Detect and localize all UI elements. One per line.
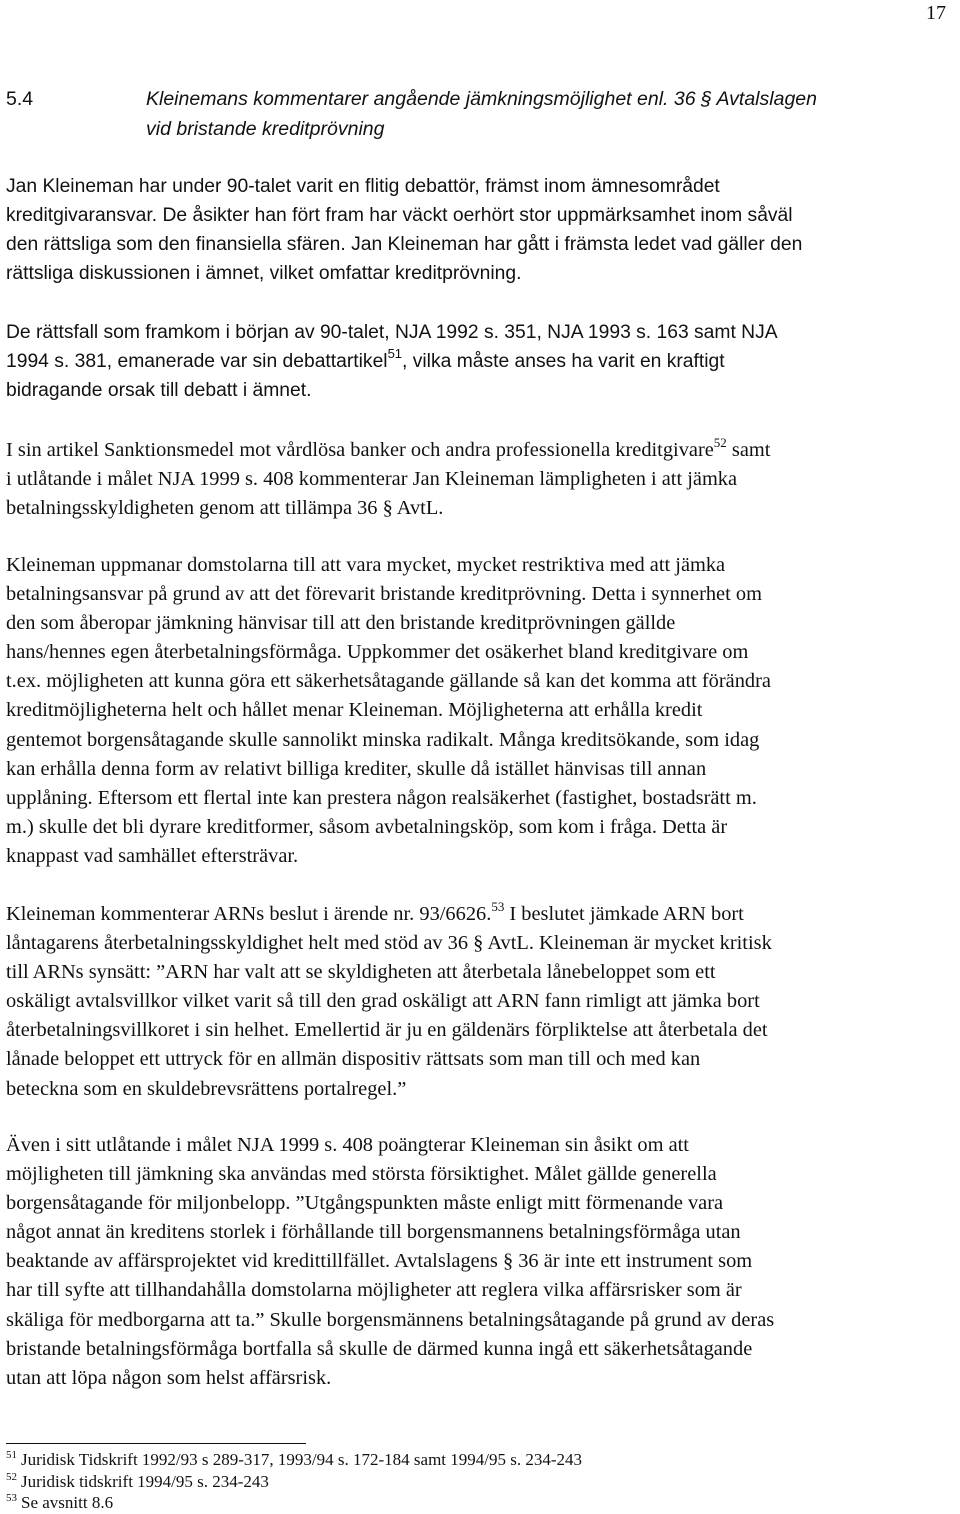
- paragraph-line: oskäligt avtalsvillkor vilket varit så till den grad oskäligt att ARN fann rimligt att jämka bort: [6, 990, 760, 1013]
- paragraph-line: kreditgivaransvar. De åsikter han fört fram har väckt oerhört stor uppmärksamhet inom såväl: [6, 205, 793, 226]
- paragraph-line: [6, 900, 954, 929]
- paragraph-line: möjligheten till jämkning ska användas med största försiktighet. Målet gällde generella: [6, 1163, 717, 1186]
- paragraph-line: knappast vad samhället eftersträvar.: [6, 844, 299, 867]
- section-title-line-2: vid bristande kreditprövning: [146, 118, 385, 140]
- footnote-number: 52: [6, 1470, 17, 1483]
- footnote-divider: [6, 1443, 306, 1444]
- page-number: 17: [926, 2, 946, 24]
- footnote-ref-53[interactable]: 53: [491, 899, 505, 914]
- paragraph-line: skäliga för medborgarna att ta.” Skulle borgensmännens betalningsåtagande på grund av deras: [6, 1308, 775, 1331]
- section-heading: [6, 84, 956, 144]
- footnote-text: Se avsnitt 8.6: [21, 1493, 114, 1512]
- paragraph-line: upplåning. Eftersom ett flertal inte kan prestera någon realsäkerhet (fastighet, bostadsrätt m.: [6, 786, 757, 809]
- paragraph-line: bidragande orsak till debatt i ämnet.: [6, 380, 312, 401]
- text-segment: 1994 s. 381, emanerade var sin debattartikel: [6, 351, 388, 372]
- footnote-ref-51[interactable]: 51: [387, 346, 403, 361]
- paragraph-4: [6, 551, 954, 871]
- paragraph-line: m.) skulle det bli dyrare kreditformer, såsom avbetalningsköp, som kom i fråga. Detta är: [6, 815, 728, 838]
- paragraph-line: kan erhålla denna form av relativt billiga krediter, skulle då istället hänvisas till annan: [6, 757, 707, 780]
- paragraph-line: betalningsansvar på grund av att det förevarit bristande kreditprövning. Detta i synnerhet om: [6, 583, 762, 606]
- paragraph-line: återbetalningsvillkoret i sin helhet. Emellertid är ju en gäldenärs förpliktelse att återbetala det: [6, 1019, 768, 1042]
- paragraph-line: den som åberopar jämkning hänvisar till att den bristande kreditprövningen gällde: [6, 612, 676, 635]
- paragraph-line: [6, 347, 954, 376]
- paragraph-line: Även i sitt utlåtande i målet NJA 1999 s. 408 poängterar Kleineman sin åsikt om att: [6, 1134, 689, 1156]
- paragraph-line: Kleineman uppmanar domstolarna till att vara mycket, mycket restriktiva med att jämka: [6, 554, 726, 576]
- paragraph-line: till ARNs synsätt: ”ARN har valt att se skyldigheten att återbetala lånebeloppet som ett: [6, 961, 716, 984]
- paragraph-line: i utlåtande i målet NJA 1999 s. 408 kommenterar Jan Kleineman lämpligheten i att jämka: [6, 468, 738, 491]
- text-segment: I beslutet jämkade ARN bort: [504, 903, 744, 925]
- paragraph-line: beaktande av affärsprojektet vid kredittillfället. Avtalslagens § 36 är inte ett instrument som: [6, 1250, 753, 1273]
- section-number: 5.4: [6, 88, 34, 110]
- paragraph-line: kreditmöjligheterna helt och hållet menar Kleineman. Möjligheterna att erhålla kredit: [6, 699, 703, 722]
- paragraph-line: bristande betalningsförmåga bortfalla så skulle de därmed kunna ingå ett säkerhetsåtagande: [6, 1337, 753, 1360]
- paragraph-line: [6, 436, 954, 465]
- paragraph-line: hans/hennes egen återbetalningsförmåga. Uppkommer det osäkerhet bland kreditgivare om: [6, 641, 749, 664]
- text-segment: samt: [726, 439, 771, 461]
- text-segment: , vilka måste anses ha varit en kraftigt: [402, 351, 725, 372]
- paragraph-line: lånade beloppet ett uttryck för en allmän dispositiv rättsats som man till och med kan: [6, 1048, 701, 1071]
- paragraph-line: De rättsfall som framkom i början av 90-talet, NJA 1992 s. 351, NJA 1993 s. 163 samt NJA: [6, 322, 778, 343]
- footnote-number: 51: [6, 1449, 17, 1461]
- footnotes: [6, 1449, 946, 1514]
- paragraph-3: [6, 436, 954, 523]
- paragraph-6: [6, 1131, 954, 1393]
- paragraph-line: beteckna som en skuldebrevsrättens portalregel.”: [6, 1077, 407, 1100]
- text-segment: Kleineman kommenterar ARNs beslut i ärende nr. 93/6626.: [6, 903, 492, 925]
- paragraph-line: låntagarens återbetalningsskyldighet helt med stöd av 36 § AvtL. Kleineman är mycket kritisk: [6, 932, 772, 955]
- paragraph-line: rättsliga diskussionen i ämnet, vilket omfattar kreditprövning.: [6, 263, 522, 284]
- paragraph-line: den rättsliga som den finansiella sfären. Jan Kleineman har gått i främsta ledet vad gäller den: [6, 234, 803, 255]
- paragraph-line: gentemot borgensåtagande skulle sannolikt minska radikalt. Många kreditsökande, som idag: [6, 728, 760, 751]
- text-segment: I sin artikel Sanktionsmedel mot vårdlösa banker och andra professionella kreditgivare: [6, 439, 714, 461]
- footnote-ref-52[interactable]: 52: [713, 435, 727, 450]
- footnote-text: Juridisk Tidskrift 1992/93 s 289-317, 1993/94 s. 172-184 samt 1994/95 s. 234-243: [21, 1450, 583, 1469]
- paragraph-line: utan att löpa någon som helst affärsrisk.: [6, 1366, 332, 1389]
- footnote-text: Juridisk tidskrift 1994/95 s. 234-243: [21, 1471, 269, 1491]
- footnote-51: [6, 1449, 946, 1471]
- paragraph-line: har till syfte att tillhandahålla domstolarna möjligheter att reglera vilka affärsrisker som är: [6, 1279, 742, 1302]
- footnote-53: [6, 1492, 946, 1514]
- footnote-number: 53: [6, 1492, 17, 1504]
- paragraph-line: betalningsskyldigheten genom att tillämpa 36 § AvtL.: [6, 497, 444, 520]
- paragraph-line: t.ex. möjligheten att kunna göra ett säkerhetsåtagande gällande så kan det komma att förändra: [6, 670, 771, 693]
- paragraph-2: [6, 318, 954, 405]
- footnote-52: [6, 1471, 946, 1493]
- paragraph-line: borgensåtagande för miljonbelopp. ”Utgångspunkten måste enligt mitt förmenande vara: [6, 1192, 724, 1215]
- section-title-line-1: Kleinemans kommentarer angående jämkningsmöjlighet enl. 36 § Avtalslagen: [146, 88, 817, 110]
- paragraph-line: Jan Kleineman har under 90-talet varit en flitig debattör, främst inom ämnesområdet: [6, 176, 720, 197]
- paragraph-1: [6, 172, 954, 288]
- paragraph-line: något annat än kreditens storlek i förhållande till borgensmannens betalningsförmåga utan: [6, 1221, 741, 1244]
- paragraph-5: [6, 900, 954, 1104]
